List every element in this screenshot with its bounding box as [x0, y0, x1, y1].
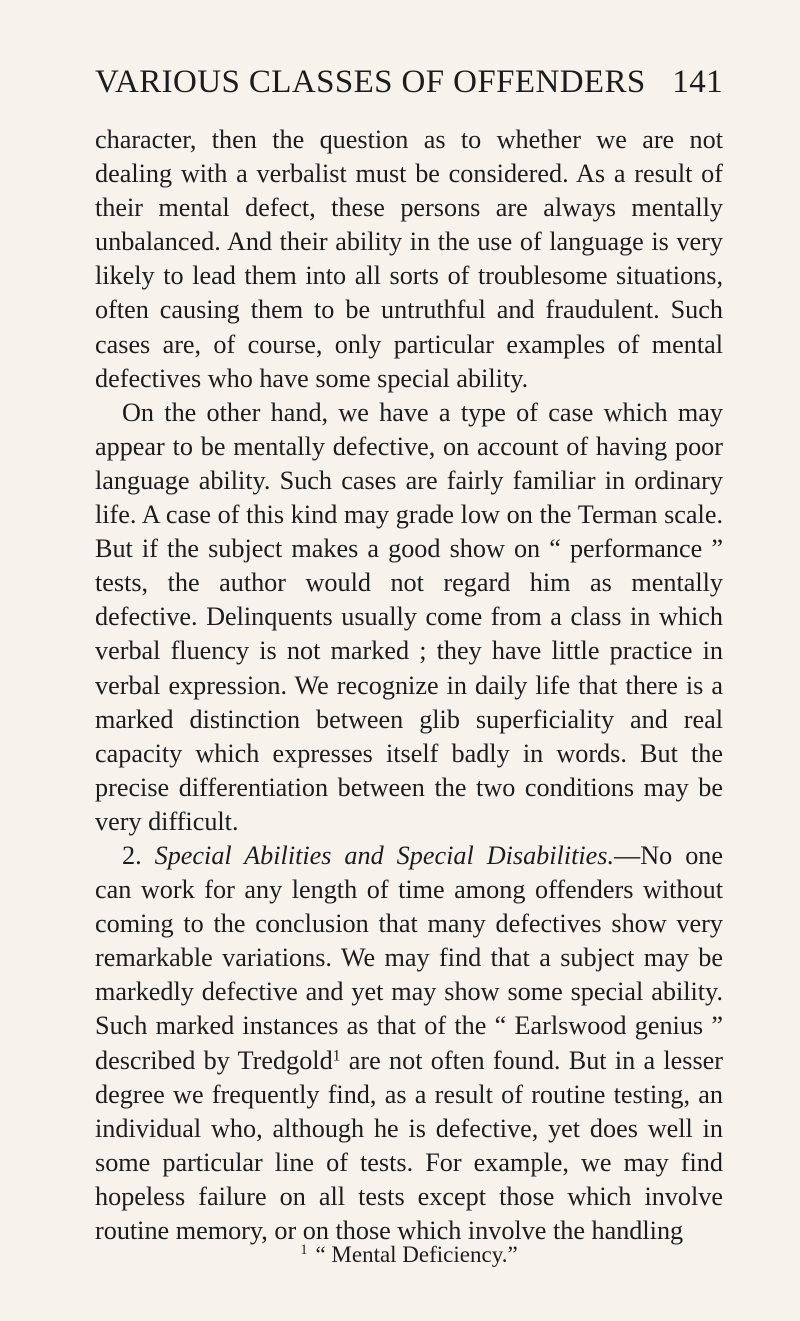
running-head-title: VARIOUS CLASSES OF OFFENDERS: [95, 63, 646, 100]
section-text-after-ref: are not often found. But in a lesser degree we frequently find, as a result of routine testing, an individual who, although he is defective, yet does well in some particular line of tests. For example, we may find hopeless failure on all tests except those which involve routine memory, or on those which involve the handling: [95, 1045, 724, 1245]
page-number: 141: [672, 63, 723, 100]
paragraph-language-ability: On the other hand, we have a type of case which may appear to be mentally defective, on account of having poor language ability. Such cases are fairly familiar in ordinary life. A case of this kind may grade low on the Terman scale. But if the subject makes a good show on “ performance ” tests, the author would not regard him as mentally defective. Delinquents usually come from a class in which verbal fluency is not marked ; they have little practice in verbal expression. We recognize in daily life that there is a marked distinction between glib superficiality and real capacity which expresses itself badly in words. But the precise differentiation between the two conditions may be very difficult.: [95, 397, 723, 836]
footnote: [95, 1240, 723, 1270]
paragraph-continued: character, then the question as to whether we are not dealing with a verbalist must be considered. As a result of their mental defect, these persons are always mentally unbalanced. And their ability in the use of language is very likely to lead them into all sorts of troublesome situations, often causing them to be untruthful and fraudulent. Such cases are, of course, only particular examples of mental defectives who have some special ability.: [95, 125, 723, 393]
footnote-text: “ Mental Deficiency.”: [315, 1242, 518, 1267]
section-number: 2.: [122, 840, 142, 870]
body-text: [95, 123, 723, 1248]
section-text-before-ref: —No one can work for any length of time among offenders without coming to the conclusion that many defectives show very remarkable variations. We may find that a subject may be markedly defective and yet may show some special ability. Such marked instances as that of the “ Earlswood genius ” described by Tredgold: [95, 840, 723, 1075]
paragraph-special-abilities: [95, 839, 723, 1248]
section-heading: Special Abilities and Special Disabilities.: [154, 840, 615, 870]
running-head: [95, 60, 723, 104]
footnote-mark: 1: [300, 1242, 308, 1259]
footnote-ref-mark[interactable]: 1: [332, 1046, 341, 1064]
